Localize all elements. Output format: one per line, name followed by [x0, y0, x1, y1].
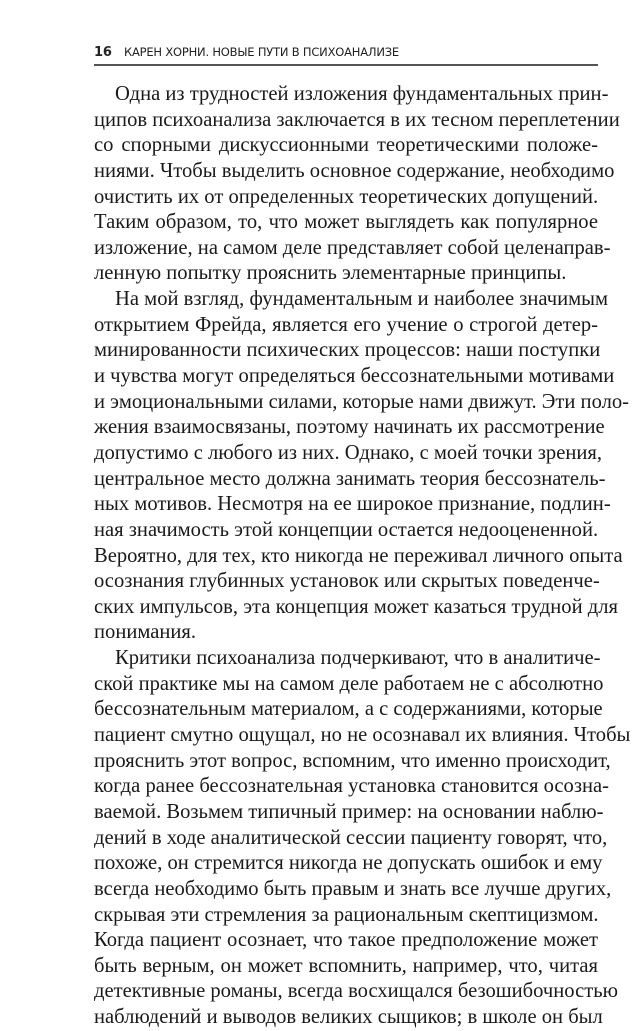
- text-line: бессознательным материалом, а с содержаниями, которые: [94, 698, 603, 721]
- text-line: со спорными дискуссионными теоретическими положе-: [94, 134, 598, 157]
- text-line: быть верным, он может вспомнить, например, что, читая: [94, 954, 598, 977]
- text-line: понимания.: [94, 621, 197, 644]
- text-line: Одна из трудностей изложения фундаментальных прин-: [115, 83, 609, 105]
- text-line: ципов психоанализа заключается в их тесном переплетении: [94, 108, 620, 131]
- text-line: ваемой. Возьмем типичный пример: на основании наблю-: [94, 800, 604, 823]
- text-line: скрывая эти стремления за рациональным скептицизмом.: [94, 903, 599, 926]
- text-line: когда ранее бессознательная установка становится осозна-: [94, 775, 609, 798]
- text-line: Критики психоанализа подчеркивают, что в аналитиче-: [115, 647, 601, 670]
- paragraph-3: [94, 646, 631, 1031]
- text-line: прояснить этот вопрос, вспомним, что именно происходит,: [94, 749, 611, 772]
- page-number: 16: [94, 45, 112, 60]
- text-line: пациент смутно ощущал, но не осознавал их влияния. Чтобы: [94, 724, 631, 747]
- text-line: ских импульсов, эта концепция может казаться трудной для: [94, 595, 618, 618]
- text-line: ных мотивов. Несмотря на ее широкое признание, подлин-: [94, 493, 611, 516]
- text-line: дений в ходе аналитической сессии пациенту говорят, что,: [94, 826, 608, 849]
- text-line: изложение, на самом деле представляет собой целенаправ-: [94, 236, 611, 259]
- text-line: Таким образом, то, что может выглядеть как популярное: [94, 211, 598, 234]
- running-head: [94, 44, 598, 66]
- text-line: Когда пациент осознает, что такое предположение может: [94, 929, 598, 952]
- text-line: Вероятно, для тех, кто никогда не переживал личного опыта: [94, 544, 623, 567]
- text-line: центральное место должна занимать теория бессознатель-: [94, 467, 606, 490]
- text-line: жения взаимосвязаны, поэтому начинать их рассмотрение: [94, 416, 605, 439]
- running-head-title: КАРЕН ХОРНИ. НОВЫЕ ПУТИ В ПСИХОАНАЛИЗЕ: [124, 45, 399, 59]
- text-line: и эмоциональными силами, которые нами движут. Эти поло-: [94, 390, 630, 413]
- text-line: На мой взгляд, фундаментальным и наиболее значимым: [115, 288, 608, 311]
- text-line: минированности психических процессов: наши поступки: [94, 339, 601, 362]
- text-line: ная значимость этой концепции остается недооцененной.: [94, 518, 599, 541]
- text-line: очистить их от определенных теоретических допущений.: [94, 185, 599, 208]
- text-line: допустимо с любого из них. Однако, с моей точки зрения,: [94, 441, 603, 464]
- text-line: осознания глубинных установок или скрытых поведенче-: [94, 570, 600, 593]
- text-line: и чувства могут определяться бессознательными мотивами: [94, 365, 615, 388]
- text-line: наблюдений и выводов великих сыщиков; в школе он был: [94, 1006, 603, 1029]
- body-text: [94, 82, 631, 1031]
- paragraph-2: [94, 287, 630, 646]
- text-line: похоже, он стремится никогда не допускать ошибок и ему: [94, 852, 603, 875]
- text-line: открытием Фрейда, является его учение о строгой детер-: [94, 313, 598, 336]
- text-line: ленную попытку прояснить элементарные принципы.: [94, 262, 567, 285]
- text-line: всегда необходимо быть правым и знать все лучше других,: [94, 877, 612, 900]
- paragraph-1: [94, 82, 620, 287]
- text-line: детективные романы, всегда восхищался безошибочностью: [94, 980, 619, 1003]
- text-line: ской практике мы на самом деле работаем не с абсолютно: [94, 672, 604, 695]
- text-line: ниями. Чтобы выделить основное содержание, необходимо: [94, 159, 615, 182]
